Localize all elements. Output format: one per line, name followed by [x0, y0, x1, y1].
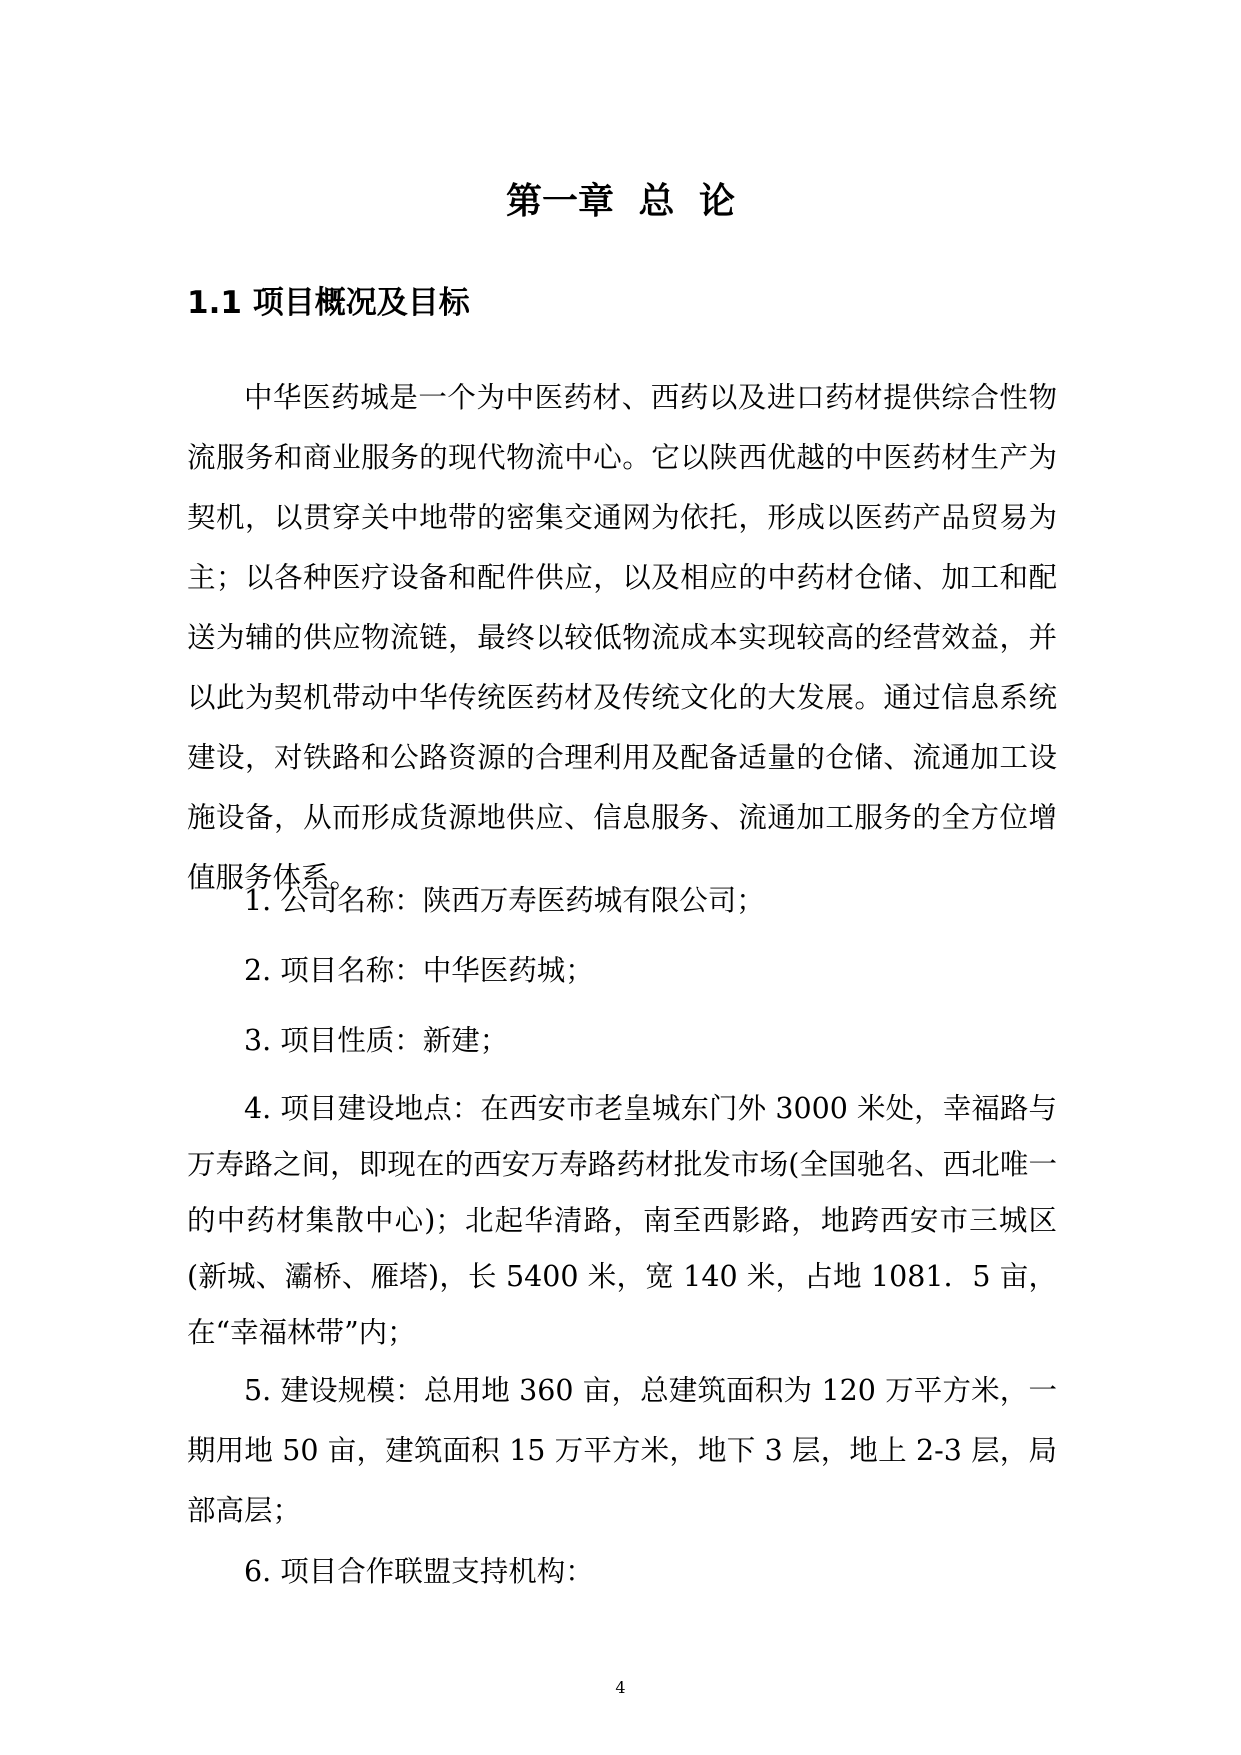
list-item-project-location: 4. 项目建设地点：在西安市老皇城东门外 3000 米处，幸福路与万寿路之间，即现在的西安万寿路药材批发市场(全国驰名、西北唯一的中药材集散中心)；北起华清路，南至西影路，地跨西安市三城区(新城、灞桥、雁塔)，长 5400 米，宽 140 米，占地 1081．5 亩，在“幸福林带”内；	[187, 1092, 1057, 1349]
intro-paragraph: 中华医药城是一个为中医药材、西药以及进口药材提供综合性物流服务和商业服务的现代物流中心。它以陕西优越的中医药材生产为契机，以贯穿关中地带的密集交通网为依托，形成以医药产品贸易为主；以各种医疗设备和配件供应，以及相应的中药材仓储、加工和配送为辅的供应物流链，最终以较低物流成本实现较高的经营效益，并以此为契机带动中华传统医药材及传统文化的大发展。通过信息系统建设，对铁路和公路资源的合理利用及配备适量的仓储、流通加工设施设备，从而形成货源地供应、信息服务、流通加工服务的全方位增值服务体系。	[187, 381, 1057, 894]
list-item-partner-institutions: 6. 项目合作联盟支持机构：	[244, 1555, 594, 1588]
chapter-title: 第一章 总 论	[505, 181, 736, 222]
list-item-project-name: 2. 项目名称：中华医药城；	[244, 954, 594, 987]
list-item-project-nature: 3. 项目性质：新建；	[244, 1024, 509, 1057]
list-item-construction-scale: 5. 建设规模：总用地 360 亩，总建筑面积为 120 万平方米，一期用地 50 亩，建筑面积 15 万平方米，地下 3 层，地上 2-3 层，局部高层；	[187, 1374, 1057, 1527]
list-item-company-name: 1. 公司名称：陕西万寿医药城有限公司；	[244, 884, 765, 917]
page-number: 4	[615, 1678, 626, 1697]
section-title: 1.1 项目概况及目标	[187, 285, 470, 321]
